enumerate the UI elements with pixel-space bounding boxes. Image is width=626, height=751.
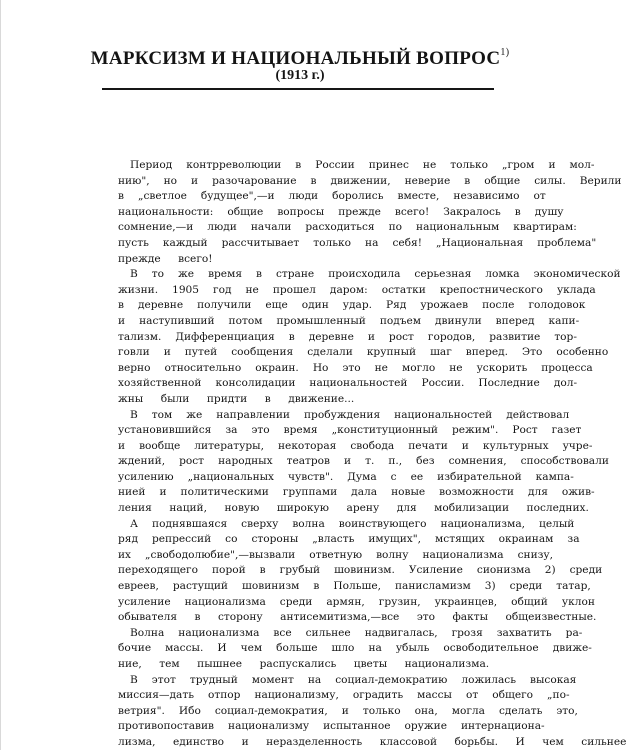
text-line: тализм. Дифференциация в деревне и рост городов, развитие тор-: [118, 330, 577, 343]
text-line: хозяйственной консолидации национальностей России. Последние дол-: [118, 377, 578, 390]
text-line: говли и путей сообщения сделали крупный шаг вперед. Это особенно: [118, 346, 609, 359]
text-line: миссия—дать отпор национализму, оградить массы от общего „по-: [118, 689, 570, 702]
text-line: нию", но и разочарование в движении, неверие в общие силы. Верили: [118, 174, 622, 187]
body-text: [104, 158, 626, 751]
text-line: Волна национализма все сильнее надвигалась, грозя захватить ра-: [130, 626, 583, 639]
paragraph: [104, 673, 626, 751]
paragraph: [104, 267, 621, 407]
paragraph: [104, 626, 592, 673]
text-line: ние, тем пышнее распускались цветы национализма.: [118, 658, 490, 670]
text-line: усиление национализма среди армян, грузин, украинцев, общий уклон: [118, 595, 595, 608]
text-line: прежде всего!: [118, 252, 213, 265]
text-line: и наступивший потом промышленный подъем двинули вперед капи-: [118, 314, 580, 327]
text-line: национальности: общие вопросы прежде всего! Закралось в душу: [118, 205, 564, 218]
paragraph: [104, 517, 603, 626]
text-line: В том же направлении пробуждения национальностей действовал: [130, 408, 570, 421]
chapter-title-text: МАРКСИЗМ И НАЦИОНАЛЬНЫЙ ВОПРОС: [90, 48, 501, 69]
text-line: бочие массы. И чем больше шло на убыль освободительное движе-: [118, 642, 592, 655]
title-rule: [102, 88, 494, 90]
text-line: лизма, единство и неразделенность классовой борьбы. И чем сильнее: [118, 735, 626, 748]
text-line: верно относительно окраин. Но это не могло не ускорить процесса: [118, 361, 593, 374]
text-line: противопоставив национализму испытанное оружие интернациона-: [118, 720, 545, 733]
text-line: евреев, растущий шовинизм в Польше, панисламизм 3) среди татар,: [118, 580, 591, 593]
text-line: в „светлое будущее",—и люди боролись вместе, независимо от: [118, 190, 546, 203]
text-line: ждений, рост народных театров и т. п., без сомнения, способствовали: [118, 455, 609, 468]
text-line: жизни. 1905 год не прошел даром: остатки крепостнического уклада: [118, 283, 596, 296]
text-line: ряд репрессий со стороны „власть имущих", мстящих окраинам за: [118, 533, 580, 546]
text-line: Период контрреволюции в России принес не только „гром и мол-: [130, 159, 595, 171]
title-footnote-mark: 1): [500, 46, 510, 58]
text-line: их „свободолюбие",—вызвали ответную волну национализма снизу,: [118, 548, 554, 561]
text-line: нией и политическими группами дала новые возможности для ожив-: [118, 486, 595, 499]
text-line: ветрия". Ибо социал-демократия, и только она, могла сделать это,: [118, 704, 578, 717]
text-line: обывателя в сторону антисемитизма,—все это факты общеизвестные.: [118, 611, 597, 624]
text-line: и вообще литературы, некоторая свобода печати и культурных учре-: [118, 439, 593, 452]
chapter-title: [0, 48, 600, 70]
text-line: В то же время в стране происходила серьезная ломка экономической: [130, 268, 621, 281]
text-line: жны были придти в движение...: [118, 392, 355, 405]
paragraph: [104, 158, 622, 267]
text-line: пусть каждый рассчитывает только на себя! „Национальная проблема": [118, 236, 597, 249]
text-line: усилению „национальных чувств". Дума с ее избирательной кампа-: [118, 470, 574, 483]
text-line: установившийся за это время „конституционный режим". Рост газет: [118, 424, 582, 437]
text-line: В этот трудный момент на социал-демократию ложилась высокая: [130, 673, 577, 686]
chapter-year: (1913 г.): [275, 68, 325, 83]
paragraph: [104, 408, 609, 517]
text-line: ления наций, новую широкую арену для мобилизации последних.: [118, 502, 589, 515]
text-line: А поднявшаяся сверху волна воинствующего национализма, целый: [130, 517, 575, 530]
text-line: переходящего порой в грубый шовинизм. Усиление сионизма 2) среди: [118, 564, 603, 577]
page-edge: [0, 0, 1, 750]
text-line: в деревне получили еще один удар. Ряд урожаев после голодовок: [118, 299, 586, 312]
text-line: сомнение,—и люди начали расходиться по национальным квартирам:: [118, 221, 577, 234]
